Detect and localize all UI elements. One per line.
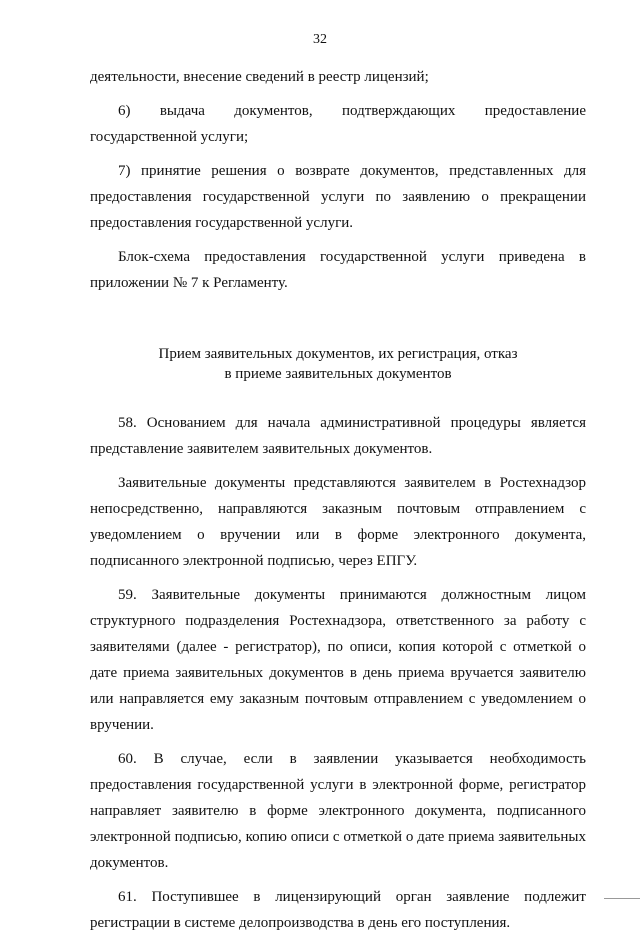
paragraph-59: 59. Заявительные документы принимаются должностным лицом структурного подразделения Ростехнадзора, ответственного за работу с заявителями (далее - регистратор), по описи, копия которой с отметкой о дате приема заявительных документов в день приема вручается заявителю или направляется ему заказным почтовым отправлением с уведомлением о вручении.	[90, 587, 586, 733]
page-number: 32	[313, 32, 327, 47]
paragraph-61: 61. Поступившее в лицензирующий орган заявление подлежит регистрации в системе делопроизводства в день его поступления.	[90, 889, 586, 931]
document-body	[90, 64, 586, 936]
section-heading-line-2: в приеме заявительных документов	[224, 366, 452, 382]
paragraph-block-scheme: Блок-схема предоставления государственной услуги приведена в приложении № 7 к Регламенту.	[90, 249, 586, 291]
section-heading	[90, 344, 586, 384]
section-heading-line-1: Прием заявительных документов, их регистрация, отказ	[158, 346, 518, 362]
paragraph-58: 58. Основанием для начала административной процедуры является представление заявителем заявительных документов.	[90, 415, 586, 457]
paragraph-item-6: 6) выдача документов, подтверждающих предоставление государственной услуги;	[90, 103, 586, 145]
paragraph-continuation: деятельности, внесение сведений в реестр лицензий;	[90, 69, 429, 85]
paragraph-60: 60. В случае, если в заявлении указывается необходимость предоставления государственной услуги в электронной форме, регистратор направляет заявителю в форме электронного документа, подписанного электронной подписью, копию описи с отметкой о дате приема заявительных документов.	[90, 751, 586, 871]
paragraph-documents-submission: Заявительные документы представляются заявителем в Ростехнадзор непосредственно, направляются заказным почтовым отправлением с уведомлением о вручении или в форме электронного документа, подписанного электронной подписью, через ЕПГУ.	[90, 475, 586, 569]
paragraph-item-7: 7) принятие решения о возврате документов, представленных для предоставления государственной услуги по заявлению о прекращении предоставления государственной услуги.	[90, 163, 586, 231]
scan-edge-mark	[604, 898, 640, 899]
